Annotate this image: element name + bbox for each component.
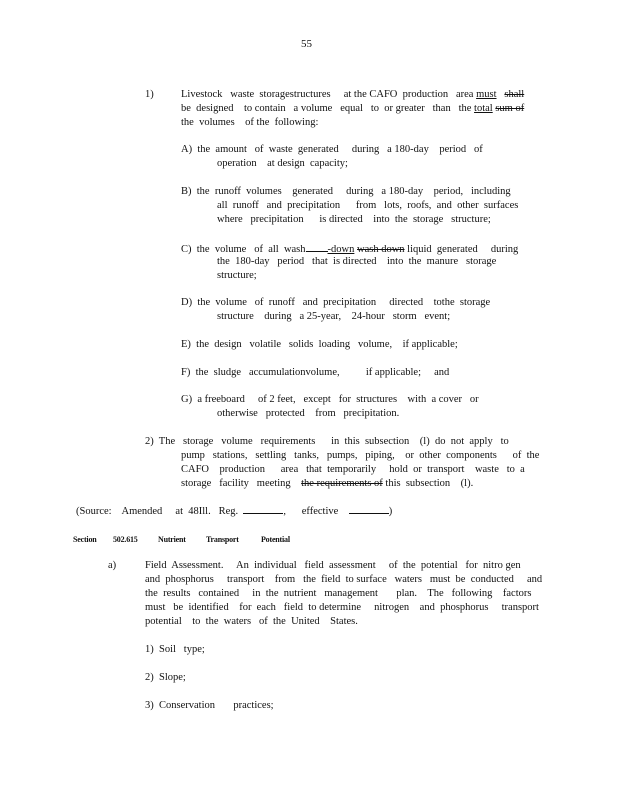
section-number: 502.615	[113, 535, 138, 544]
inserted-word-down: -down	[327, 244, 355, 255]
deleted-words-the-requirements-of: the requirements of	[301, 478, 383, 489]
source-close-paren: )	[388, 506, 393, 517]
subitem-b-line-2: all runoff and precipitation from lots, roofs, and other surfaces	[217, 200, 519, 211]
subitem-a-line-1: A) the amount of waste generated during a 180-day period of	[181, 144, 483, 155]
page-number: 55	[301, 38, 312, 50]
subitem-e-line-1: E) the design volatile solids loading volume, if applicable;	[181, 339, 458, 350]
source-effective: , effective	[283, 506, 349, 517]
inserted-word-total: total	[474, 103, 493, 114]
item-a-line-4: must be identified for each field to determine nitrogen and phosphorus transport	[145, 602, 539, 613]
item-1-line-2-text: be designed to contain a volume equal to or greater than the	[181, 103, 475, 114]
item-2-line-1: 2) The storage volume requirements in this subsection (l) do not apply to	[145, 436, 509, 447]
item-1-line-2	[181, 102, 524, 116]
section-title-word-2: Transport	[206, 535, 239, 544]
subitem-c-line-2: the 180-day period that is directed into the manure storage	[217, 256, 497, 267]
item-2-line-4-text: storage facility meeting	[181, 478, 302, 489]
item-1-line-1-text: Livestock waste storagestructures at the CAFO production area	[181, 89, 477, 100]
item-2-line-4-rest: this subsection (l).	[382, 478, 474, 489]
effective-date-blank	[349, 503, 389, 514]
source-line	[76, 503, 392, 519]
section-title-word-1: Nutrient	[158, 535, 186, 544]
subitem-g-line-2: otherwise protected from precipitation.	[217, 408, 400, 419]
blank-underline	[306, 241, 328, 252]
item-a-line-3: the results contained in the nutrient management plan. The following factors	[145, 588, 532, 599]
subitem-b-line-1: B) the runoff volumes generated during a 180-day period, including	[181, 186, 511, 197]
register-blank	[243, 503, 283, 514]
item-a-number: a)	[108, 560, 117, 571]
item-1-number: 1)	[145, 89, 154, 100]
subitem-f-line-1: F) the sludge accumulationvolume, if applicable; and	[181, 367, 450, 378]
subitem-b-line-3: where precipitation is directed into the storage structure;	[217, 214, 491, 225]
source-text: (Source: Amended at 48Ill. Reg.	[76, 506, 244, 517]
deleted-word-shall: shall	[504, 89, 525, 100]
deleted-words-wash-down: wash down	[357, 244, 405, 255]
item-a-line-2: and phosphorus transport from the field to surface waters must be conducted and	[145, 574, 543, 585]
item-2-line-4	[181, 477, 473, 491]
subitem-c-line-1-text: C) the volume of all wash	[181, 244, 306, 255]
subitem-c-line-1-rest: liquid generated during	[404, 244, 519, 255]
item-2-line-2: pump stations, settling tanks, pumps, piping, or other components of the	[181, 450, 540, 461]
deleted-words-sum-of: sum of	[495, 103, 525, 114]
item-a-line-1: Field Assessment. An individual field assessment of the potential for nitro gen	[145, 560, 521, 571]
factor-3: 3) Conservation practices;	[145, 700, 274, 711]
subitem-d-line-2: structure during a 25-year, 24-hour storm event;	[217, 311, 451, 322]
factor-1: 1) Soil type;	[145, 644, 205, 655]
subitem-d-line-1: D) the volume of runoff and precipitation directed tothe storage	[181, 297, 491, 308]
factor-2: 2) Slope;	[145, 672, 186, 683]
section-label: Section	[73, 535, 97, 544]
item-1-line-1	[181, 88, 524, 102]
item-a-line-5: potential to the waters of the United States.	[145, 616, 358, 627]
subitem-g-line-1: G) a freeboard of 2 feet, except for structures with a cover or	[181, 394, 479, 405]
section-title-word-3: Potential	[261, 535, 290, 544]
item-2-line-3: CAFO production area that temporarily hold or transport waste to a	[181, 464, 525, 475]
subitem-a-line-2: operation at design capacity;	[217, 158, 348, 169]
item-1-line-3: the volumes of the following:	[181, 117, 319, 128]
subitem-c-line-3: structure;	[217, 270, 257, 281]
inserted-word-must: must	[476, 89, 497, 100]
